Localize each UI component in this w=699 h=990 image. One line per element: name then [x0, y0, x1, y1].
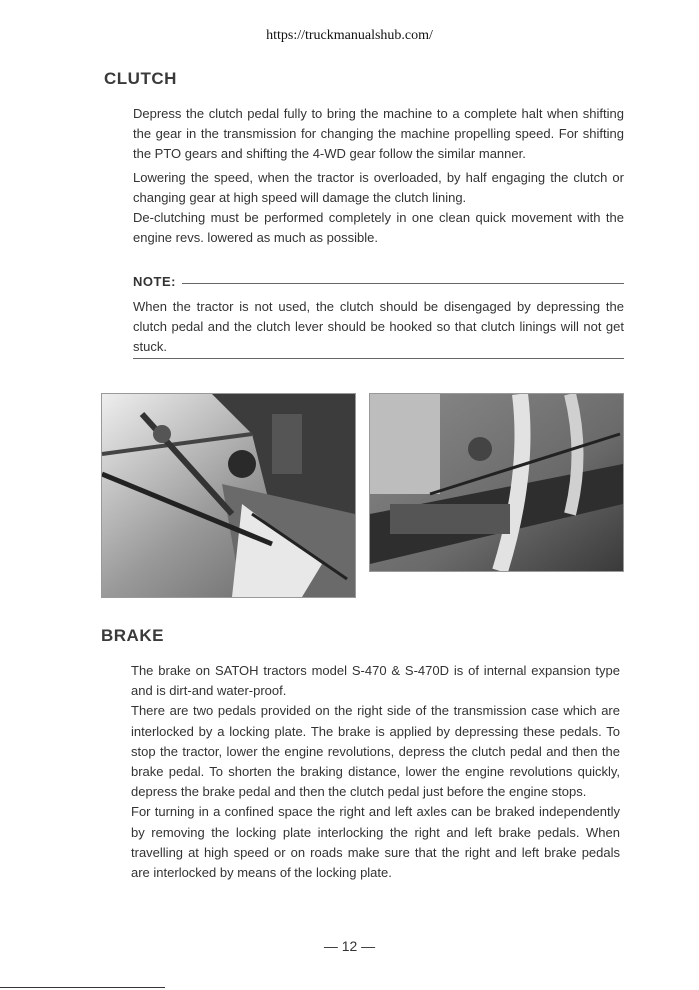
- note-bottom-divider: [133, 358, 624, 359]
- footer-divider: [0, 987, 165, 988]
- note-body: [133, 297, 624, 358]
- clutch-heading: CLUTCH: [104, 69, 177, 88]
- clutch-paragraph: De-clutching must be performed completely in one clean quick movement with the engine revs. lowered as much as possible.: [133, 210, 624, 246]
- brake-heading: BRAKE: [101, 626, 164, 645]
- brake-paragraph: There are two pedals provided on the right side of the transmission case which are interlocked by a locking plate. The brake is applied by depressing these pedals. To stop the tractor, lower the engine revolutions, depress the clutch pedal and then the brake pedal. To shorten the braking distance, lower the engine revolutions quickly, depress the brake pedal and then the clutch pedal just before the engine stops.: [131, 703, 620, 800]
- clutch-paragraph: Depress the clutch pedal fully to bring the machine to a complete halt when shifting the gear in the transmission for changing the machine propelling speed. For shifting the PTO gears and shifting the 4-WD gear follow the similar manner.: [133, 106, 624, 162]
- note-header: [133, 274, 624, 289]
- note-text: When the tractor is not used, the clutch should be disengaged by depressing the clutch pedal and the clutch lever should be hooked so that clutch linings will not get stuck.: [133, 299, 624, 355]
- clutch-lever-photo: [369, 393, 624, 572]
- note-label: NOTE:: [133, 274, 176, 289]
- source-url: https://truckmanualshub.com/: [266, 28, 433, 43]
- clutch-paragraph: Lowering the speed, when the tractor is overloaded, by half engaging the clutch or changing gear at high speed will damage the clutch lining.: [133, 169, 624, 205]
- note-divider: [182, 283, 624, 284]
- brake-paragraph: The brake on SATOH tractors model S-470 & S-470D is of internal expansion type and is dirt-and water-proof.: [131, 663, 620, 699]
- brake-paragraph: For turning in a confined space the right and left axles can be braked independently by removing the locking plate interlocking the right and left brake pedals. When travelling at high speed or on roads make sure that the right and left brake pedals are interlocked by means of the locking plate.: [131, 804, 620, 881]
- clutch-pedal-photo: [101, 393, 356, 598]
- clutch-body: [133, 104, 624, 248]
- page-number: — 12 —: [323, 938, 376, 954]
- brake-body: [131, 661, 620, 883]
